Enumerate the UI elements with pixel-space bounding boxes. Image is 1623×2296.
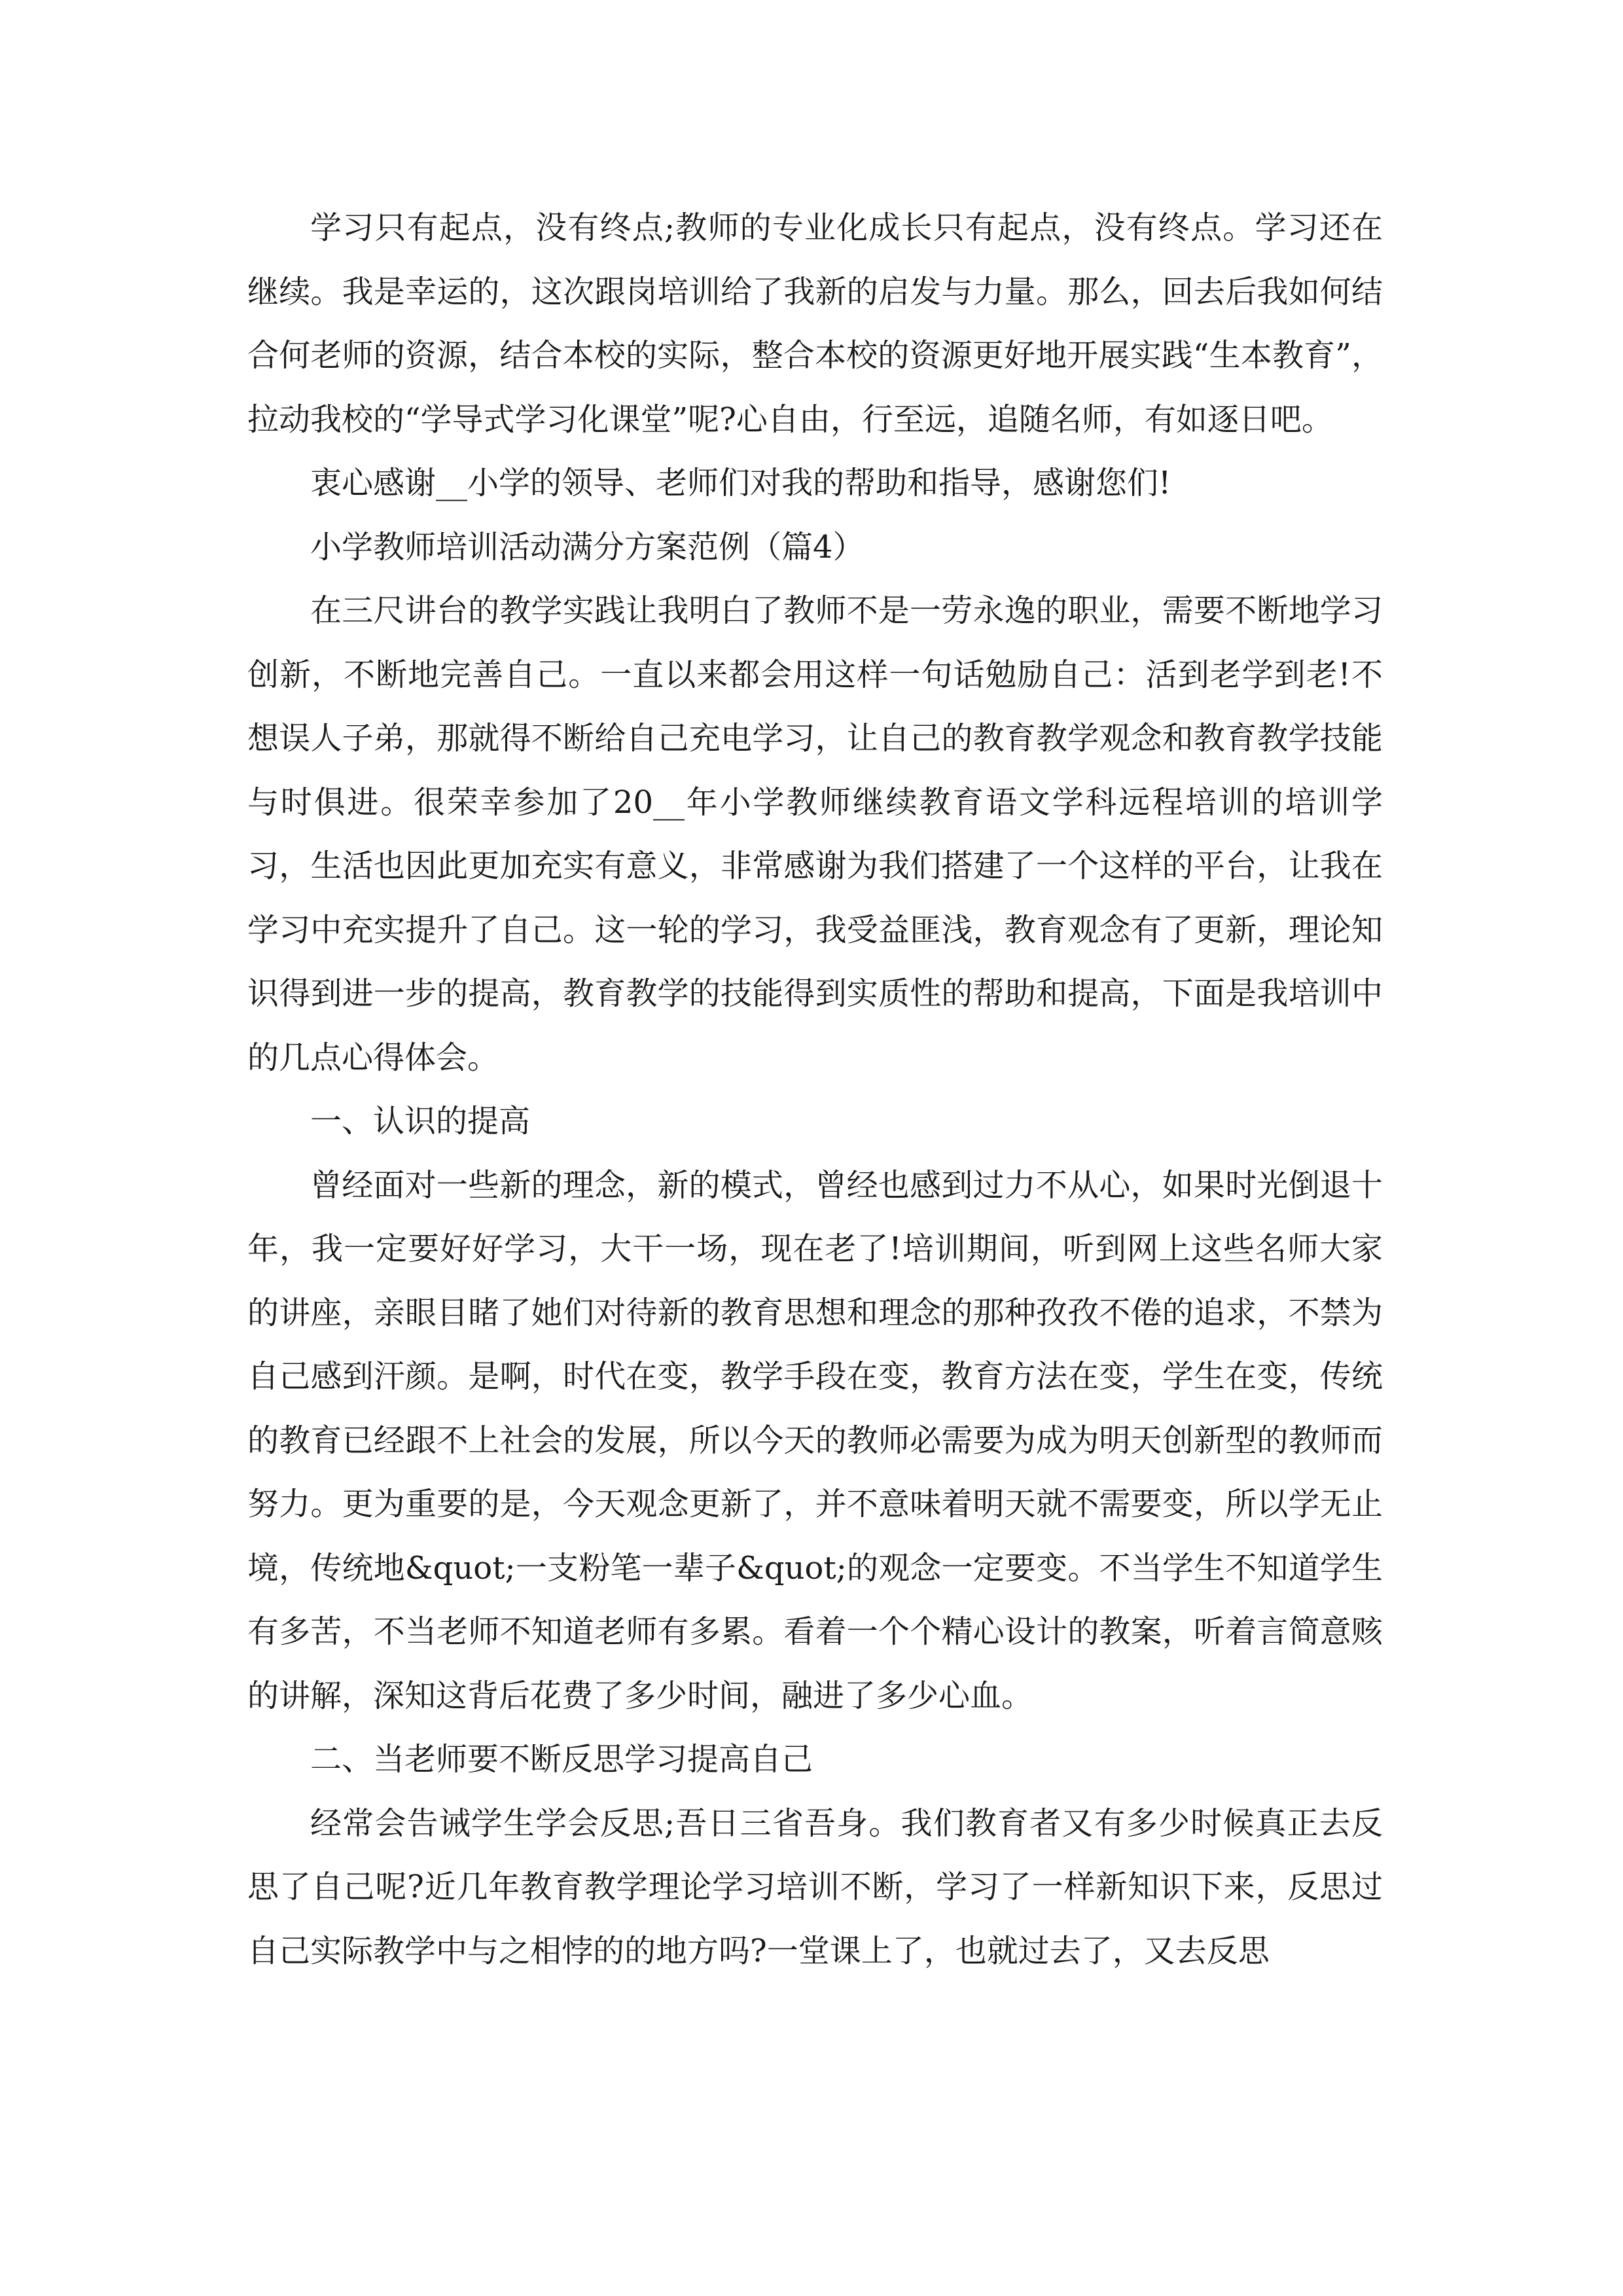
document-body (247, 196, 1383, 1983)
paragraph-intro: 在三尺讲台的教学实践让我明白了教师不是一劳永逸的职业，需要不断地学习创新，不断地完善自己。一直以来都会用这样一句话勉励自己：活到老学到老!不想误人子弟，那就得不断给自己充电学习，让自己的教育教学观念和教育教学技能与时俱进。很荣幸参加了20__年小学教师继续教育语文学科远程培训的培训学习，生活也因此更加充实有意义，非常感谢为我们搭建了一个这样的平台，让我在学习中充实提升了自己。这一轮的学习，我受益匪浅，教育观念有了更新，理论知识得到进一步的提高，教育教学的技能得到实质性的帮助和提高，下面是我培训中的几点心得体会。 (247, 592, 1383, 1076)
section-title: 小学教师培训活动满分方案范例（篇4） (310, 528, 865, 565)
paragraph-understanding: 曾经面对一些新的理念，新的模式，曾经也感到过力不从心，如果时光倒退十年，我一定要好好学习，大干一场，现在老了!培训期间，听到网上这些名师大家的讲座，亲眼目睹了她们对待新的教育思想和理念的那种孜孜不倦的追求，不禁为自己感到汗颜。是啊，时代在变，教学手段在变，教育方法在变，学生在变，传统的教育已经跟不上社会的发展，所以今天的教师必需要为成为明天创新型的教师而努力。更为重要的是，今天观念更新了，并不意味着明天就不需要变，所以学无止境，传统地&quot;一支粉笔一辈子&quot;的观念一定要变。不当学生不知道学生有多苦，不当老师不知道老师有多累。看着一个个精心设计的教案，听着言简意赅的讲解，深知这背后花费了多少时间，融进了多少心血。 (247, 1166, 1383, 1714)
heading-two: 二、当老师要不断反思学习提高自己 (310, 1741, 813, 1778)
heading-one: 一、认识的提高 (310, 1103, 531, 1139)
paragraph-reflection: 经常会告诫学生学会反思;吾日三省吾身。我们教育者又有多少时候真正去反思了自己呢?近几年教育教学理论学习培训不断，学习了一样新知识下来，反思过自己实际教学中与之相悖的的地方吗?一堂课上了，也就过去了，又去反思 (247, 1804, 1383, 1969)
paragraph-closing-reflection: 学习只有起点，没有终点;教师的专业化成长只有起点，没有终点。学习还在继续。我是幸运的，这次跟岗培训给了我新的启发与力量。那么，回去后我如何结合何老师的资源，结合本校的实际，整合本校的资源更好地开展实践“生本教育”，拉动我校的“学导式学习化课堂”呢?心自由，行至远，追随名师，有如逐日吧。 (247, 209, 1383, 438)
paragraph-thanks: 衷心感谢__小学的领导、老师们对我的帮助和指导，感谢您们! (310, 465, 1171, 501)
